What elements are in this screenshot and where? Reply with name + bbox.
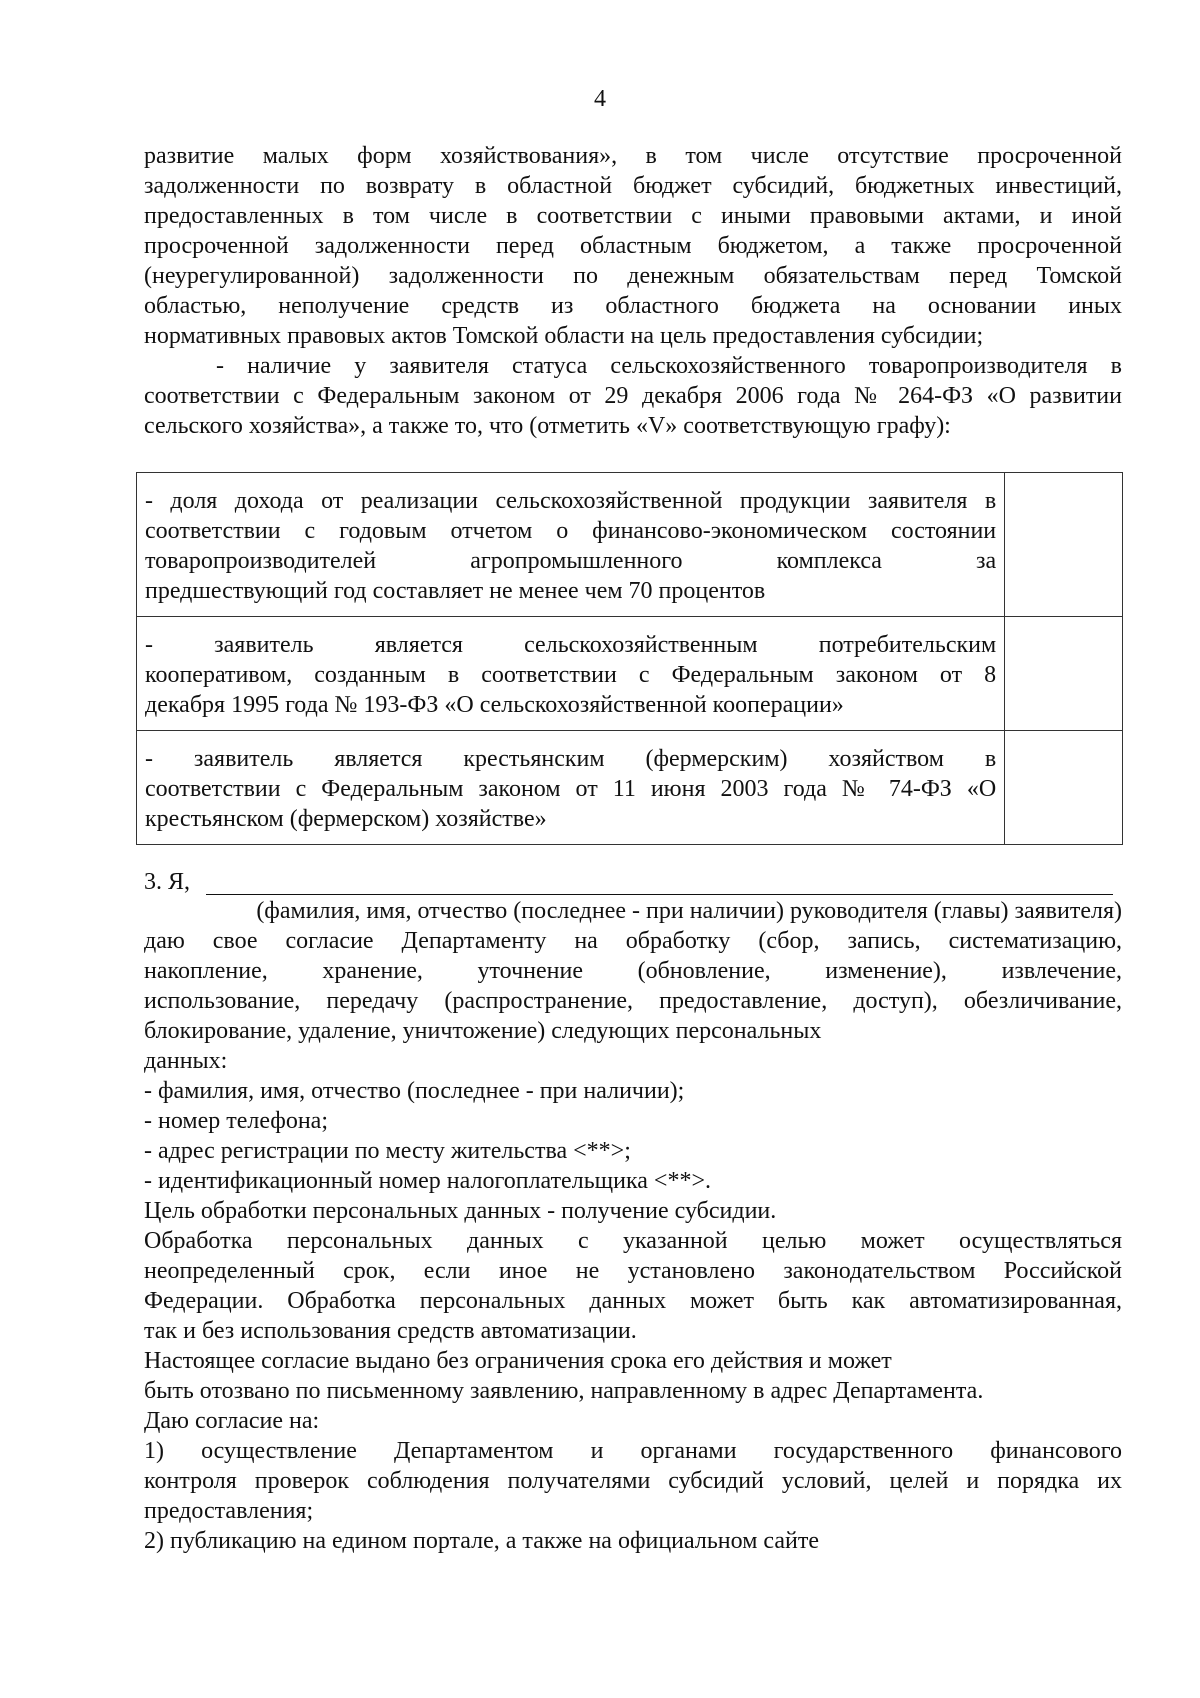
name-field-caption: (фамилия, имя, отчество (последнее - при наличии) руководителя (главы) заявителя): [256, 898, 1122, 924]
cell-line: товаропроизводителей агропромышленного комплекса за: [145, 548, 997, 574]
checkbox-cell[interactable]: [1005, 473, 1123, 617]
table-row: [137, 473, 1123, 617]
list-item: 2) публикацию на едином портале, а также на официальном сайте: [144, 1528, 819, 1554]
text-line: данных:: [144, 1048, 228, 1074]
row-description: [137, 473, 1005, 617]
checkbox-cell[interactable]: [1005, 731, 1123, 845]
cell-line: предшествующий год составляет не менее чем 70 процентов: [145, 578, 766, 604]
list-item: - фамилия, имя, отчество (последнее - при наличии);: [144, 1078, 685, 1104]
text-line: предоставленных в том числе в соответствии с иными правовыми актами, и иной: [144, 203, 1122, 229]
text-line: блокирование, удаление, уничтожение) следующих персональных: [144, 1018, 822, 1044]
text-line: сельского хозяйства», а также то, что (отметить «V» соответствующую графу):: [144, 413, 951, 439]
row-description: [137, 731, 1005, 845]
paragraph-eligibility: [144, 141, 1122, 351]
section-3-label: 3. Я,: [144, 869, 191, 895]
cell-line: крестьянском (фермерском) хозяйстве»: [145, 806, 547, 832]
text-line: нормативных правовых актов Томской области на цель предоставления субсидии;: [144, 323, 984, 349]
list-item: - адрес регистрации по месту жительства <**>;: [144, 1138, 631, 1164]
text-line: так и без использования средств автоматизации.: [144, 1318, 637, 1344]
cell-line: кооперативом, созданным в соответствии с Федеральным законом от 8: [145, 662, 997, 688]
cell-line: - заявитель является сельскохозяйственным потребительским: [145, 632, 997, 658]
text-line: областью, неполучение средств из областного бюджета на основании иных: [144, 293, 1122, 319]
list-item: - номер телефона;: [144, 1108, 328, 1134]
text-line: быть отозвано по письменному заявлению, направленному в адрес Департамента.: [144, 1378, 984, 1404]
table-row: [137, 617, 1123, 731]
status-checklist-table: [136, 472, 1123, 845]
text-line: Обработка персональных данных с указанной целью может осуществляться: [144, 1228, 1122, 1254]
text-line: соответствии с Федеральным законом от 29 декабря 2006 года № 264-ФЗ «О развитии: [144, 383, 1122, 409]
cell-line: - заявитель является крестьянским (фермерским) хозяйством в: [145, 746, 997, 772]
list-item: контроля проверок соблюдения получателями субсидий условий, целей и порядка их: [144, 1468, 1122, 1494]
cell-line: соответствии с годовым отчетом о финансово-экономическом состоянии: [145, 518, 997, 544]
cell-line: соответствии с Федеральным законом от 11 июня 2003 года № 74-ФЗ «О: [145, 776, 997, 802]
text-line: Настоящее согласие выдано без ограничения срока его действия и может: [144, 1348, 892, 1374]
table-row: [137, 731, 1123, 845]
text-line: даю свое согласие Департаменту на обработку (сбор, запись, систематизацию,: [144, 928, 1122, 954]
page-number: 4: [594, 86, 606, 112]
consent-paragraph: [144, 926, 1122, 1556]
text-line: (неурегулированной) задолженности по денежным обязательствам перед Томской: [144, 263, 1122, 289]
list-item: - идентификационный номер налогоплательщика <**>.: [144, 1168, 711, 1194]
text-line: Даю согласие на:: [144, 1408, 320, 1434]
text-line: задолженности по возврату в областной бюджет субсидий, бюджетных инвестиций,: [144, 173, 1122, 199]
checkbox-cell[interactable]: [1005, 617, 1123, 731]
text-line: неопределенный срок, если иное не установлено законодательством Российской: [144, 1258, 1122, 1284]
text-line: предоставления;: [144, 1498, 314, 1524]
text-line: - наличие у заявителя статуса сельскохозяйственного товаропроизводителя в: [216, 353, 1122, 379]
text-line: использование, передачу (распространение, предоставление, доступ), обезличивание,: [144, 988, 1122, 1014]
text-line: просроченной задолженности перед областным бюджетом, а также просроченной: [144, 233, 1122, 259]
paragraph-producer-status: [144, 351, 1122, 441]
cell-line: декабря 1995 года № 193-ФЗ «О сельскохозяйственной кооперации»: [145, 692, 844, 718]
text-line: Федерации. Обработка персональных данных может быть как автоматизированная,: [144, 1288, 1122, 1314]
name-fill-line[interactable]: [206, 894, 1113, 895]
list-item: 1) осуществление Департаментом и органами государственного финансового: [144, 1438, 1122, 1464]
cell-line: - доля дохода от реализации сельскохозяйственной продукции заявителя в: [145, 488, 997, 514]
text-line: накопление, хранение, уточнение (обновление, изменение), извлечение,: [144, 958, 1122, 984]
text-line: развитие малых форм хозяйствования», в том числе отсутствие просроченной: [144, 143, 1122, 169]
text-line: Цель обработки персональных данных - получение субсидии.: [144, 1198, 777, 1224]
row-description: [137, 617, 1005, 731]
